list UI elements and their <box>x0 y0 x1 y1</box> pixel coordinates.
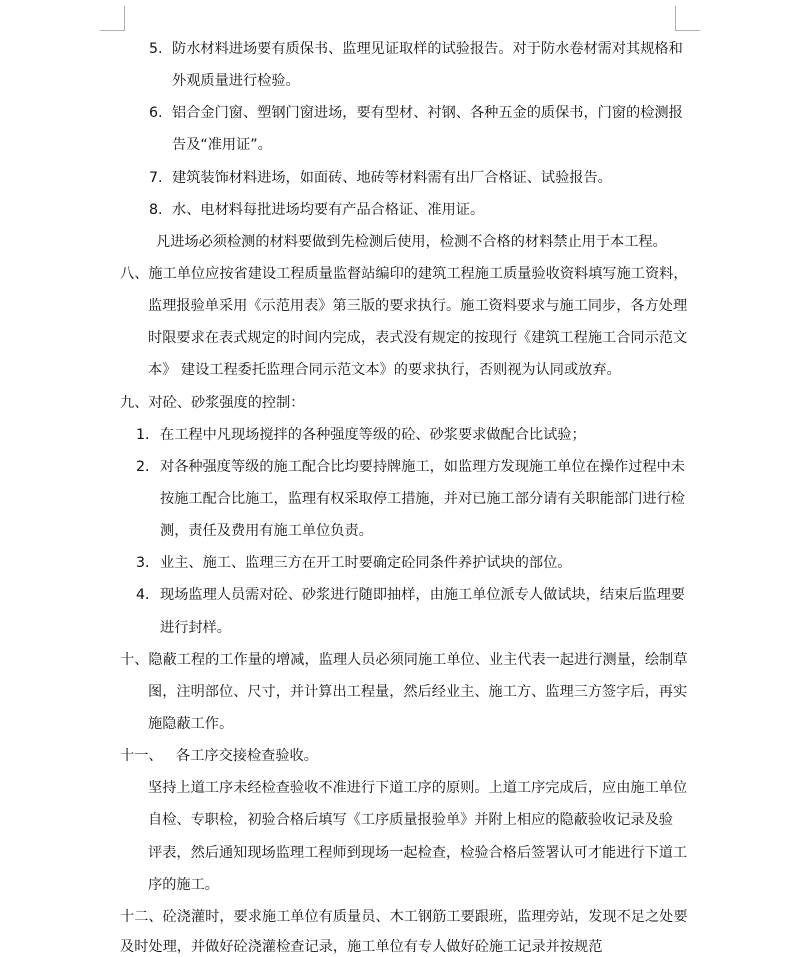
list-number: 6. <box>149 105 163 121</box>
list-item-text: 测，责任及费用有施工单位负责。 <box>160 523 373 539</box>
list-item-text: 铝合金门窗、塑钢门窗进场，要有型材、衬钢、各种五金的质保书，门窗的检测报 <box>172 105 683 121</box>
list-number: 2． <box>136 459 160 475</box>
list-item-text: 对各种强度等级的施工配合比均要持牌施工，如监理方发现施工单位在操作过程中未 <box>160 459 685 475</box>
paragraph-text: 时限要求在表式规定的时间内完成，表式没有规定的按现行《建筑工程施工合同示范文 <box>148 330 688 346</box>
section-heading-10: 十、隐蔽工程的工作量的增减，监理人员必须同施工单位、业主代表一起进行测量，绘制草 <box>120 652 688 668</box>
list-number: 5. <box>149 41 163 57</box>
paragraph-text: 评表，然后通知现场监理工程师到现场一起检查，检验合格后签署认可才能进行下道工 <box>148 845 688 861</box>
crop-mark-right <box>675 6 700 31</box>
paragraph-text: 序的施工。 <box>148 877 219 893</box>
paragraph-text: 坚持上道工序未经检查验收不准进行下道工序的原则。上道工序完成后，应由施工单位 <box>148 780 688 796</box>
section-heading-12: 十二、砼浇灌时，要求施工单位有质量员、木工钢筋工要跟班，监理旁站，发现不足之处要 <box>120 909 688 925</box>
list-item-text: 外观质量进行检验。 <box>172 73 300 89</box>
section-heading-9: 九、对砼、砂浆强度的控制： <box>120 395 305 411</box>
list-number: 4． <box>136 587 160 603</box>
list-item-text: 告及“准用证”。 <box>172 137 272 153</box>
section-number-11: 十一、 <box>120 748 163 764</box>
paragraph-text: 自检、专职检，初验合格后填写《工序质量报验单》并附上相应的隐蔽验收记录及验 <box>148 812 673 828</box>
list-item-text: 建筑装饰材料进场，如面砖、地砖等材料需有出厂合格证、试验报告。 <box>172 170 612 186</box>
section-heading-8: 八、施工单位应按省建设工程质量监督站编印的建筑工程施工质量验收资料填写施工资料， <box>120 266 688 282</box>
paragraph-text: 图，注明部位、尺寸，并计算出工程量，然后经业主、施工方、监理三方签字后，再实 <box>148 684 688 700</box>
list-item-text: 按施工配合比施工，监理有权采取停工措施，并对已施工部分请有关职能部门进行检 <box>160 491 685 507</box>
list-item-text: 水、电材料每批进场均要有产品合格证、准用证。 <box>172 202 485 218</box>
list-item-text: 现场监理人员需对砼、砂浆进行随即抽样，由施工单位派专人做试块，结束后监理要 <box>160 587 685 603</box>
paragraph-text: 及时处理，并做好砼浇灌检查记录，施工单位有专人做好砼施工记录并按规范 <box>120 939 603 955</box>
paragraph-text: 本》 建设工程委托监理合同示范文本》的要求执行，否则视为认同或放弃。 <box>148 362 621 378</box>
paragraph-text: 凡进场必须检测的材料要做到先检测后使用，检测不合格的材料禁止用于本工程。 <box>156 234 667 250</box>
paragraph-text: 施隐蔽工作。 <box>148 716 234 732</box>
list-item-text: 进行封样。 <box>160 620 231 636</box>
crop-mark-left <box>100 6 125 31</box>
list-number: 1． <box>136 427 160 443</box>
list-number: 7. <box>149 170 163 186</box>
list-number: 3． <box>136 555 160 571</box>
list-item-text: 在工程中凡现场搅拌的各种强度等级的砼、砂浆要求做配合比试验； <box>160 427 586 443</box>
paragraph-text: 监理报验单采用《示范用表》第三版的要求执行。施工资料要求与施工同步，各方处理 <box>148 298 688 314</box>
list-item-text: 业主、施工、监理三方在开工时要确定砼同条件养护试块的部位。 <box>160 555 572 571</box>
list-item-text: 防水材料进场要有质保书、监理见证取样的试验报告。对于防水卷材需对其规格和 <box>172 41 683 57</box>
section-heading-11: 各工序交接检查验收。 <box>176 748 318 764</box>
list-number: 8. <box>149 202 163 218</box>
